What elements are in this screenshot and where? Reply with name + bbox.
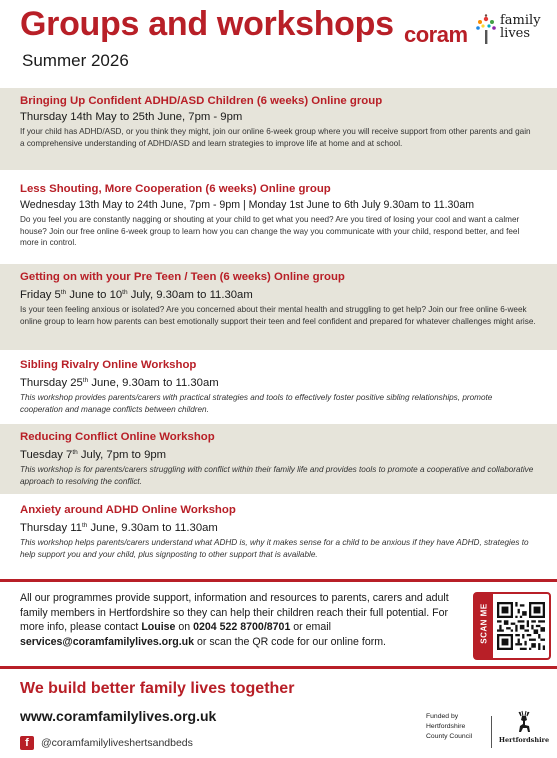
section-teen-group xyxy=(0,264,557,350)
section-description: This workshop is for parents/carers struggling with conflict within their family life and provides tools to promote a cooperative and collaborative approach to resolving the conflict. xyxy=(20,465,534,486)
phone-number[interactable]: 0204 522 8700/8701 xyxy=(193,621,291,634)
section-date: Friday 5th June to 10th July, 9.30am to 11.30am xyxy=(20,289,253,301)
facebook-link[interactable] xyxy=(20,735,193,751)
divider xyxy=(491,716,492,748)
hertfordshire-logo xyxy=(497,710,551,750)
section-description: This workshop provides parents/carers with practical strategies and tools to effectively foster positive sibling relationships, promote cooperation and manage conflicts between children. xyxy=(20,393,493,414)
section-less-shouting-group xyxy=(0,176,557,260)
logo-family-lives: family lives xyxy=(500,13,541,41)
section-description: This workshop helps parents/carers understand what ADHD is, why it makes sense for a child to be anxious if they have ADHD, strategies to help support you and your child, plus signposting to other support that is available. xyxy=(20,538,529,559)
section-title: Less Shouting, More Cooperation (6 weeks) Online group xyxy=(20,183,331,195)
slogan: We build better family lives together xyxy=(20,680,295,697)
qr-scan-box[interactable] xyxy=(473,592,551,660)
section-description: Is your teen feeling anxious or isolated? Are you concerned about their mental health and struggling to get help? Join our free online 6-week online group to learn how parents can best emotionally support their teen and feel confident and prepared for whatever challenges might arise. xyxy=(20,305,536,326)
section-title: Sibling Rivalry Online Workshop xyxy=(20,359,197,371)
section-sibling-rivalry-workshop xyxy=(0,352,557,422)
funded-by: Funded by Hertfordshire County Council xyxy=(426,713,473,740)
page-header xyxy=(0,0,557,80)
facebook-handle: @coramfamilyliveshertsandbeds xyxy=(41,737,193,749)
divider xyxy=(0,579,557,582)
page-title: Groups and workshops xyxy=(20,5,394,43)
contact-name: Louise xyxy=(141,621,176,634)
scan-me-tab xyxy=(475,594,493,658)
contact-info: All our programmes provide support, information and resources to parents, carers and adult family members in Hertfordshire so they can help their children reach their full potential. For more info, please contact Louise on 0204 522 8700/8701 or email services@coramfamilylives.org.uk or scan the QR code for our online form. xyxy=(20,592,449,648)
section-adhd-asd-group xyxy=(0,88,557,170)
section-title: Anxiety around ADHD Online Workshop xyxy=(20,504,236,516)
section-date: Thursday 11th June, 9.30am to 11.30am xyxy=(20,522,218,534)
email-link[interactable]: services@coramfamilylives.org.uk xyxy=(20,635,195,648)
section-date: Thursday 25th June, 9.30am to 11.30am xyxy=(20,377,219,389)
tree-icon xyxy=(474,14,498,44)
logo-brand-text: coram xyxy=(404,22,468,47)
scan-me-label: SCAN ME xyxy=(479,603,489,644)
section-description: If your child has ADHD/ASD, or you think they might, join our online 6-week group where you will receive support from other parents and gain a comprehensive understanding of ADHD/ASD and learn strategies to improve life at home and at school. xyxy=(20,127,531,148)
divider xyxy=(0,666,557,669)
facebook-icon: f xyxy=(20,736,34,750)
qr-code-icon[interactable] xyxy=(497,602,545,650)
section-description: Do you feel you are constantly nagging or shouting at your child to get what you need? Are you tired of losing your cool and want a calmer house? Join our free online 6-week group to learn how you can change the way you communicate with your child, respond better, and feel more in control. xyxy=(20,215,520,247)
hart-icon xyxy=(515,710,533,734)
coram-family-lives-logo xyxy=(404,14,544,50)
section-date: Thursday 14th May to 25th June, 7pm - 9pm xyxy=(20,111,243,123)
section-anxiety-adhd-workshop xyxy=(0,497,557,577)
page-subtitle: Summer 2026 xyxy=(22,51,129,70)
hertfordshire-text: Hertfordshire xyxy=(498,736,550,744)
section-title: Bringing Up Confident ADHD/ASD Children (6 weeks) Online group xyxy=(20,95,383,107)
section-date: Tuesday 7th July, 7pm to 9pm xyxy=(20,449,167,461)
section-title: Getting on with your Pre Teen / Teen (6 weeks) Online group xyxy=(20,271,345,283)
section-title: Reducing Conflict Online Workshop xyxy=(20,431,215,443)
section-date: Wednesday 13th May to 24th June, 7pm - 9pm | Monday 1st June to 6th July 9.30am to 11.30am xyxy=(20,199,475,211)
section-reducing-conflict-workshop xyxy=(0,424,557,494)
website-link[interactable]: www.coramfamilylives.org.uk xyxy=(20,708,217,724)
